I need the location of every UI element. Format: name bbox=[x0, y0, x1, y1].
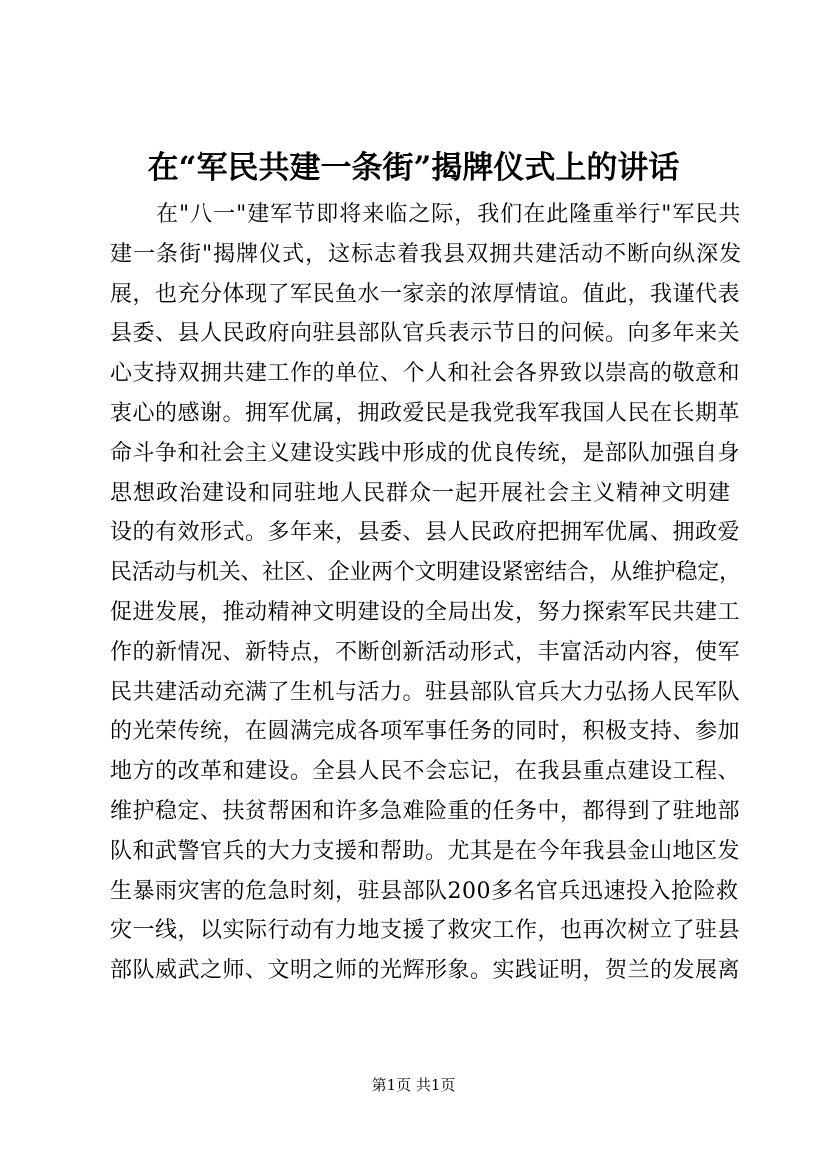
body-line: 部队威武之师、文明之师的光辉形象。实践证明，贺兰的发展离 bbox=[110, 958, 741, 984]
body-line: 展，也充分体现了军民鱼水一家亲的浓厚情谊。值此，我谨代表 bbox=[110, 281, 741, 307]
body-line: 队和武警官兵的大力支援和帮助。尤其是在今年我县金山地区发 bbox=[110, 838, 741, 864]
body-line: 生暴雨灾害的危急时刻，驻县部队200多名官兵迅速投入抢险救 bbox=[110, 878, 739, 904]
body-line: 作的新情况、新特点，不断创新活动形式，丰富活动内容，使军 bbox=[110, 639, 741, 665]
body-line: 灾一线，以实际行动有力地支援了救灾工作，也再次树立了驻县 bbox=[110, 918, 741, 944]
document-title: 在“军民共建一条街”揭牌仪式上的讲话 bbox=[147, 150, 680, 186]
speech-body bbox=[110, 195, 742, 991]
body-line: 维护稳定、扶贫帮困和许多急难险重的任务中，都得到了驻地部 bbox=[110, 798, 741, 824]
page-footer: 第1页 共1页 bbox=[371, 1076, 456, 1094]
body-line: 民共建活动充满了生机与活力。驻县部队官兵大力弘扬人民军队 bbox=[110, 679, 741, 705]
body-line: 命斗争和社会主义建设实践中形成的优良传统，是部队加强自身 bbox=[110, 440, 741, 466]
body-line: 思想政治建设和同驻地人民群众一起开展社会主义精神文明建 bbox=[110, 480, 732, 506]
body-line: 设的有效形式。多年来，县委、县人民政府把拥军优属、拥政爱 bbox=[110, 520, 741, 546]
body-line: 心支持双拥共建工作的单位、个人和社会各界致以崇高的敬意和 bbox=[110, 361, 741, 387]
body-line: 在"八一"建军节即将来临之际，我们在此隆重举行"军民共 bbox=[156, 202, 742, 227]
body-line: 县委、县人民政府向驻县部队官兵表示节日的问候。向多年来关 bbox=[110, 321, 741, 347]
body-line: 民活动与机关、社区、企业两个文明建设紧密结合，从维护稳定， bbox=[110, 560, 741, 586]
body-line: 地方的改革和建设。全县人民不会忘记，在我县重点建设工程、 bbox=[110, 759, 741, 785]
body-line: 的光荣传统，在圆满完成各项军事任务的同时，积极支持、参加 bbox=[110, 719, 741, 745]
body-line: 建一条街"揭牌仪式，这标志着我县双拥共建活动不断向纵深发 bbox=[110, 241, 743, 267]
body-line: 促进发展，推动精神文明建设的全局出发，努力探索军民共建工 bbox=[110, 599, 741, 625]
body-line: 衷心的感谢。拥军优属，拥政爱民是我党我军我国人民在长期革 bbox=[110, 400, 741, 426]
